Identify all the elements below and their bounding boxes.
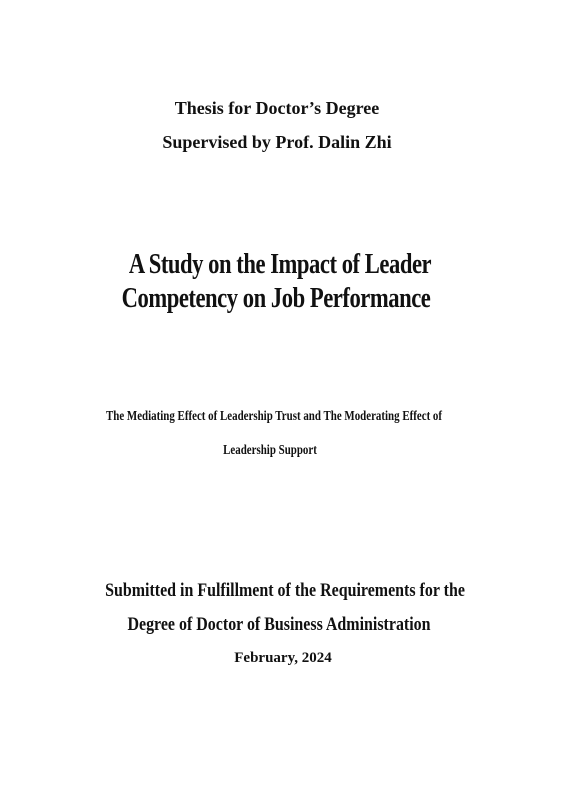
subtitle-line-2: Leadership Support [223,443,317,458]
supervisor-line: Supervised by Prof. Dalin Zhi [162,132,392,152]
subtitle-line-1: The Mediating Effect of Leadership Trust and The Moderating Effect of [105,409,443,424]
degree-line: Thesis for Doctor’s Degree [174,98,380,118]
submission-date: February, 2024 [234,650,332,666]
title-line-1: A Study on the Impact of Leader [128,248,432,280]
submission-line-2: Degree of Doctor of Business Administration [127,614,431,635]
submission-line-1: Submitted in Fulfillment of the Requirements for the [105,580,465,601]
title-line-2: Competency on Job Performance [121,282,431,314]
